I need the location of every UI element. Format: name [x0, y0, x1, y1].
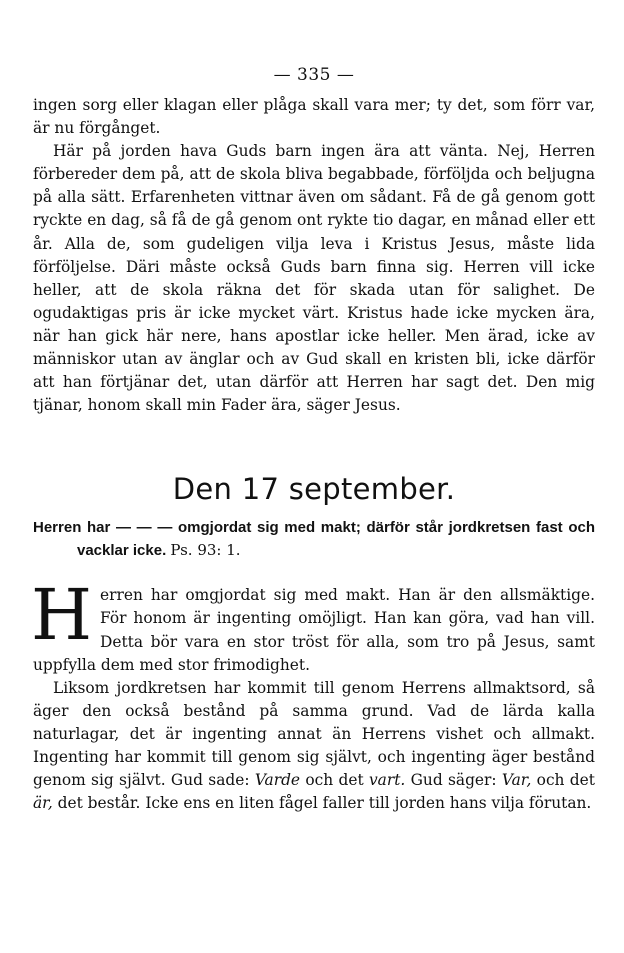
creation-text-1: Liksom jordkretsen har kommit till genom Herrens allmaktsord, så äger den också bestånd på samma grund. Vad de lärda kalla naturlagar, det är ingenting annat än Herrens vishet och allmakt. Ingenting har kommit till genom sig självt, och ingenting äger bestånd genom sig självt. Gud sade:: [33, 678, 595, 790]
creation-italic-1: Varde: [254, 771, 301, 790]
book-page: [33, 62, 595, 815]
page-number: — 335 —: [273, 65, 355, 85]
dropcap-initial: H: [31, 574, 93, 657]
bible-verse: [33, 516, 595, 562]
paragraph-creation: [33, 677, 595, 816]
creation-text-5: det består. Icke ens en liten fågel faller till jorden hans vilja förutan.: [57, 794, 592, 813]
dropcap-paragraph: [31, 574, 595, 676]
verse-reference: Ps. 93: 1.: [170, 541, 241, 560]
dropcap-paragraph-text: erren har omgjordat sig med makt. Han är den allsmäktige. För honom är ingenting omöjligt. Han kan göra, vad han vill. Detta bör vara en stor tröst för alla, som tro på Jesus, samt uppfylla dem med stor frimodighet.: [33, 586, 595, 674]
creation-text-4: och det: [536, 771, 595, 790]
creation-text-3: Gud säger:: [410, 771, 497, 790]
paragraph-honor: Här på jorden hava Guds barn ingen ära att vänta. Nej, Herren förbereder dem på, att de skola bliva begabbade, förföljda och beljugna på alla sätt. Erfarenheten vittnar även om sådant. Få de gå genom gott ryckte en dag, så få de gå genom ont rykte tio dagar, en månad eller ett år. Alla de, som gudeligen vilja leva i Kristus Jesus, måste lida förföljelse. Däri måste också Guds barn finna sig. Herren vill icke heller, att de skola räkna det för skada utan för salighet. De ogudaktigas pris är icke mycket värt. Kristus hade icke mycken ära, när han gick här nere, hans apostlar icke heller. Men ärad, icke av människor utan av änglar och av Gud skall en kristen bli, icke därför att han förtjänar det, utan därför att Herren har sagt det. Den mig tjänar, honom skall min Fader ära, säger Jesus.: [33, 142, 595, 415]
creation-italic-3: Var,: [501, 771, 532, 790]
creation-italic-4: är,: [33, 794, 53, 813]
creation-text-2: och det: [305, 771, 364, 790]
verse-text: Herren har — — — omgjordat sig med makt; därför står jordkretsen fast och vacklar icke.: [33, 519, 595, 560]
paragraph-continuation: ingen sorg eller klagan eller plåga skall vara mer; ty det, som förr var, är nu förgånget.: [33, 96, 595, 138]
creation-italic-2: vart.: [368, 771, 406, 790]
devotion-heading: Den 17 september.: [172, 472, 456, 507]
